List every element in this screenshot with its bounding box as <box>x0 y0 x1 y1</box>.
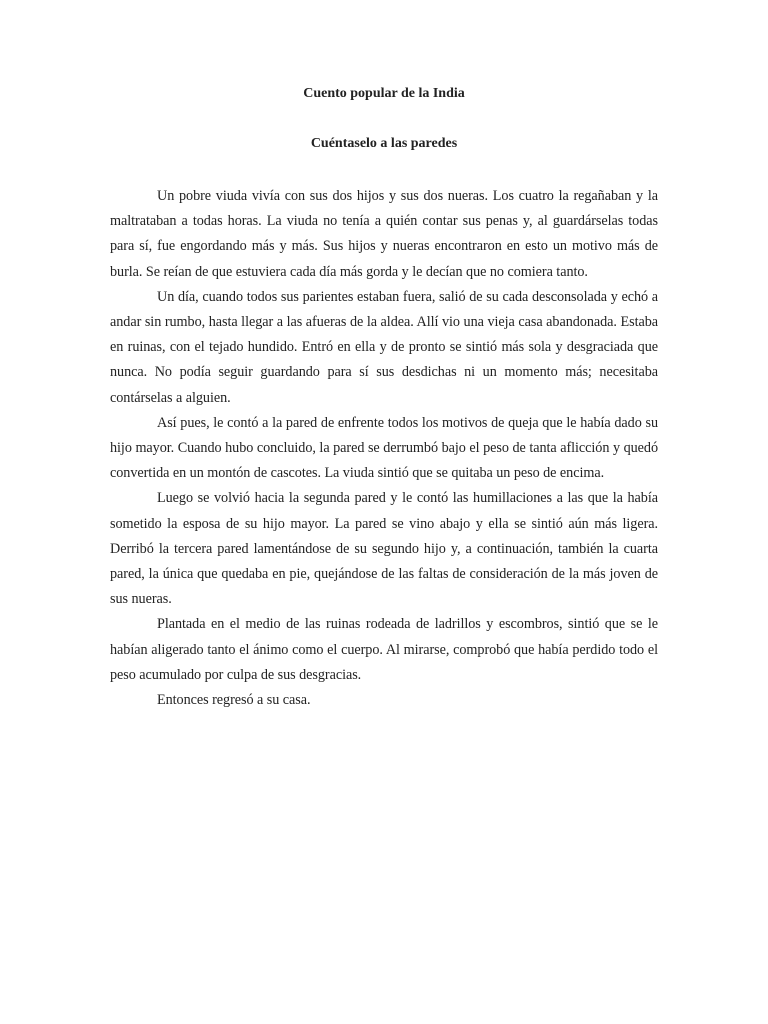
document-title: Cuento popular de la India <box>303 86 465 101</box>
paragraph-1: Un pobre viuda vivía con sus dos hijos y sus dos nueras. Los cuatro la regañaban y la maltrataban a todas horas. La viuda no tenía a quién contar sus penas y, al guardárselas todas para sí, fue engordando más y más. Sus hijos y nueras encontraron en esto un motivo más de burla. Se reían de que estuviera cada día más gorda y le decían que no comiera tanto. <box>110 188 658 280</box>
document-subtitle: Cuéntaselo a las paredes <box>310 136 458 151</box>
paragraph-2: Un día, cuando todos sus parientes estaban fuera, salió de su cada desconsolada y echó a andar sin rumbo, hasta llegar a las afueras de la aldea. Allí vio una vieja casa abandonada. Estaba en ruinas, con el tejado hundido. Entró en ella y de pronto se sintió más sola y desgraciada que nunca. No podía seguir guardando para sí sus desdichas ni un momento más; necesitaba contárselas a alguien. <box>110 288 658 406</box>
paragraph-4: Luego se volvió hacia la segunda pared y le contó las humillaciones a las que la había sometido la esposa de su hijo mayor. La pared se vino abajo y ella se sintió aún más ligera. Derribó la tercera pared lamentándose de su segundo hijo y, a continuación, también la cuarta pared, la única que quedaba en pie, quejándose de las faltas de consideración de la más joven de sus nueras. <box>110 490 658 608</box>
document-page <box>110 84 658 713</box>
paragraph-5: Plantada en el medio de las ruinas rodeada de ladrillos y escombros, sintió que se le habían aligerado tanto el ánimo como el cuerpo. Al mirarse, comprobó que había perdido todo el peso acumulado por culpa de sus desgracias. <box>110 616 658 683</box>
paragraph-3: Así pues, le contó a la pared de enfrente todos los motivos de queja que le había dado su hijo mayor. Cuando hubo concluido, la pared se derrumbó bajo el peso de tanta aflicción y quedó convertida en un montón de cascotes. La viuda sintió que se quitaba un peso de encima. <box>110 414 658 482</box>
paragraph-6: Entonces regresó a su casa. <box>157 692 311 709</box>
